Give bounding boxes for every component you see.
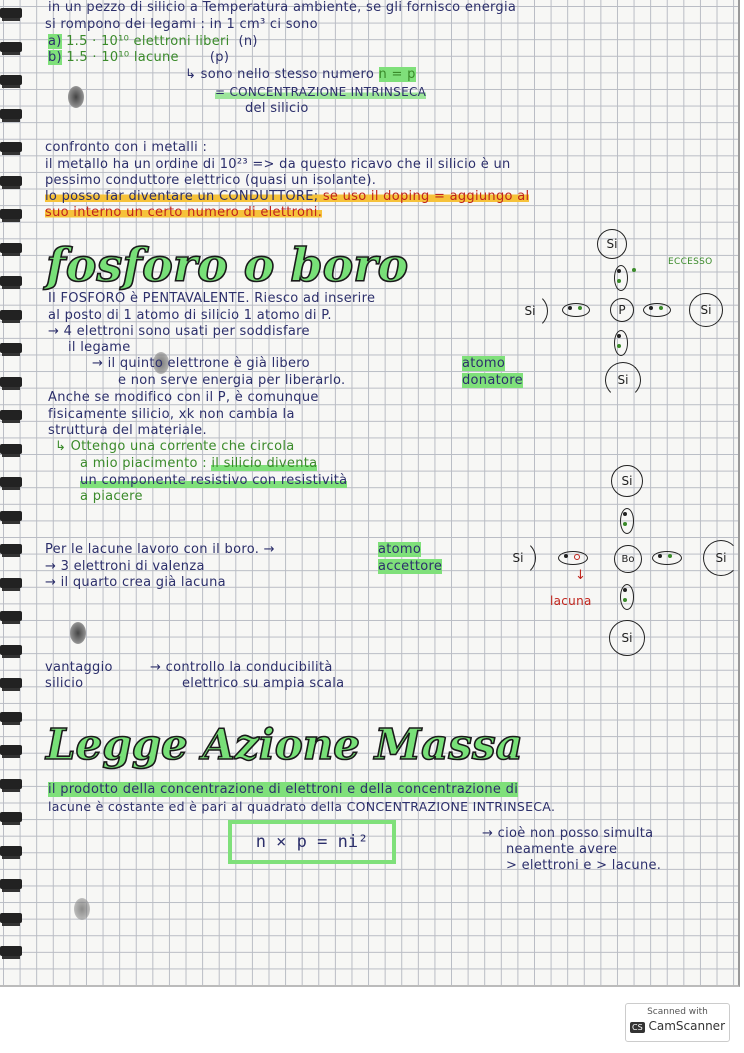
atom-si: Si bbox=[611, 465, 643, 497]
electron-dot bbox=[564, 554, 568, 558]
spiral-ring bbox=[0, 8, 22, 18]
spiral-ring bbox=[0, 544, 22, 554]
note-line: un componente resistivo con resistività bbox=[80, 473, 348, 488]
punch-hole bbox=[68, 86, 84, 108]
spiral-ring bbox=[0, 142, 22, 152]
note-line: al posto di 1 atomo di silicio 1 atomo di P. bbox=[48, 308, 332, 323]
electron-dot bbox=[668, 554, 672, 558]
item-symbol: (n) bbox=[238, 34, 258, 49]
electron-dot bbox=[659, 306, 663, 310]
note-line: suo interno un certo numero di elettroni. bbox=[45, 205, 323, 220]
electron-pair bbox=[652, 551, 682, 565]
electron-pair bbox=[620, 508, 634, 534]
note-line: in un pezzo di silicio a Temperatura ambiente, se gli fornisco energia bbox=[48, 0, 517, 15]
electron-pair bbox=[614, 330, 628, 356]
note-line: silicio bbox=[45, 676, 84, 691]
atom-si: Si bbox=[689, 293, 723, 327]
spiral-ring bbox=[0, 444, 22, 454]
spiral-ring bbox=[0, 511, 22, 521]
spiral-ring bbox=[0, 946, 22, 956]
spiral-ring bbox=[0, 75, 22, 85]
tag-label: atomo bbox=[462, 356, 506, 371]
mass-action-formula: n × p = ni² bbox=[228, 820, 396, 864]
spiral-ring bbox=[0, 578, 22, 588]
spiral-ring bbox=[0, 477, 22, 487]
note-text: se uso il doping = aggiungo al bbox=[322, 189, 530, 204]
electron-pair bbox=[614, 265, 628, 291]
spiral-ring bbox=[0, 678, 22, 688]
badge-brand bbox=[626, 1019, 729, 1033]
electron-pair bbox=[643, 303, 671, 317]
note-line: → 3 elettroni di valenza bbox=[45, 559, 205, 574]
electron-pair bbox=[562, 303, 590, 317]
spiral-ring bbox=[0, 913, 22, 923]
note-line: del silicio bbox=[245, 101, 309, 116]
note-line: fisicamente silicio, xk non cambia la bbox=[48, 407, 295, 422]
atom-si: Si bbox=[703, 540, 739, 576]
electron-dot bbox=[574, 554, 580, 560]
note-line: > elettroni e > lacune. bbox=[506, 858, 662, 873]
item-label: b) bbox=[48, 50, 62, 65]
note-line: pessimo conduttore elettrico (quasi un isolante). bbox=[45, 173, 377, 188]
note-line bbox=[80, 456, 317, 471]
arrow-down-icon: ↓ bbox=[575, 568, 587, 583]
note-text: a mio piacimento : bbox=[80, 456, 207, 471]
note-line: neamente avere bbox=[506, 842, 618, 857]
item-text: 1.5 · 10¹⁰ lacune bbox=[66, 50, 179, 65]
equation: n = p bbox=[378, 67, 416, 82]
spiral-ring bbox=[0, 879, 22, 889]
note-line: Per le lacune lavoro con il boro. → bbox=[45, 542, 275, 557]
electron-dot bbox=[658, 554, 662, 558]
electron-dot bbox=[617, 269, 621, 273]
spiral-ring bbox=[0, 846, 22, 856]
electron-dot bbox=[568, 306, 572, 310]
electron-dot bbox=[623, 598, 627, 602]
note-line: elettrico su ampia scala bbox=[182, 676, 345, 691]
electron-dot bbox=[623, 512, 627, 516]
electron-hole-pair bbox=[558, 551, 588, 565]
spiral-ring bbox=[0, 109, 22, 119]
spiral-ring bbox=[0, 209, 22, 219]
note-line bbox=[215, 85, 426, 99]
atom-si: Si bbox=[609, 620, 645, 656]
spiral-ring bbox=[0, 176, 22, 186]
note-line: → il quarto crea già lacuna bbox=[45, 575, 226, 590]
spiral-ring bbox=[0, 310, 22, 320]
excess-label: ECCESSO bbox=[668, 257, 713, 267]
spiral-ring bbox=[0, 779, 22, 789]
electron-dot bbox=[623, 588, 627, 592]
electron-dot bbox=[617, 334, 621, 338]
note-line: → il quinto elettrone è già libero bbox=[92, 356, 310, 371]
spiral-ring bbox=[0, 42, 22, 52]
note-line bbox=[185, 67, 416, 82]
spiral-ring bbox=[0, 377, 22, 387]
note-line: Il FOSFORO è PENTAVALENTE. Riesco ad inserire bbox=[48, 291, 376, 306]
spiral-ring bbox=[0, 611, 22, 621]
atom-si: Si bbox=[605, 362, 641, 398]
electron-dot bbox=[649, 306, 653, 310]
item-label: a) bbox=[48, 34, 62, 49]
spiral-ring bbox=[0, 276, 22, 286]
badge-caption: Scanned with bbox=[647, 1007, 708, 1017]
electron-pair bbox=[620, 584, 634, 610]
spiral-ring bbox=[0, 243, 22, 253]
note-line: confronto con i metalli : bbox=[45, 140, 208, 155]
atom-bo: Bo bbox=[614, 545, 642, 573]
note-text: lo posso far diventare un CONDUTTORE; bbox=[45, 189, 319, 204]
note-line: vantaggio bbox=[45, 660, 113, 675]
camscanner-logo-icon: CS bbox=[631, 1023, 643, 1032]
electron-dot bbox=[623, 522, 627, 526]
note-text: = CONCENTRAZIONE INTRINSECA bbox=[215, 85, 427, 99]
note-line: Anche se modifico con il P, è comunque bbox=[48, 390, 319, 405]
note-line: il metallo ha un ordine di 10²³ => da questo ricavo che il silicio è un bbox=[45, 157, 511, 172]
item-text: 1.5 · 10¹⁰ elettroni liberi bbox=[66, 34, 230, 49]
note-line: il prodotto della concentrazione di elettroni e della concentrazione di bbox=[48, 782, 519, 797]
spiral-ring bbox=[0, 343, 22, 353]
note-line: ↳ Ottengo una corrente che circola bbox=[55, 439, 295, 454]
note-line: e non serve energia per liberarlo. bbox=[118, 373, 346, 388]
item-b bbox=[48, 50, 229, 65]
note-line: → controllo la conducibilità bbox=[150, 660, 333, 675]
note-line: lacune è costante ed è pari al quadrato della CONCENTRAZIONE INTRINSECA. bbox=[48, 799, 556, 814]
note-line: si rompono dei legami : in 1 cm³ ci sono bbox=[45, 17, 318, 32]
note-text: ↳ sono nello stesso numero bbox=[185, 67, 375, 82]
punch-hole bbox=[74, 898, 90, 920]
electron-dot bbox=[617, 279, 621, 283]
camscanner-badge bbox=[625, 1003, 730, 1042]
tag-label: atomo bbox=[378, 542, 422, 557]
spiral-ring bbox=[0, 712, 22, 722]
item-a bbox=[48, 34, 258, 49]
hole-label: lacuna bbox=[550, 594, 592, 608]
atom-si: Si bbox=[512, 293, 548, 329]
atom-p: P bbox=[610, 298, 634, 322]
spiral-ring bbox=[0, 410, 22, 420]
atom-si: Si bbox=[597, 229, 627, 259]
note-line: → cioè non posso simulta bbox=[482, 826, 654, 841]
tag-label: donatore bbox=[462, 373, 523, 388]
note-line bbox=[45, 189, 529, 204]
note-line: → 4 elettroni sono usati per soddisfare bbox=[48, 324, 310, 339]
tag-label: accettore bbox=[378, 559, 443, 574]
section-title: Legge Azione Massa bbox=[46, 720, 523, 769]
note-line: struttura del materiale. bbox=[48, 423, 207, 438]
brand-name: CamScanner bbox=[648, 1019, 726, 1033]
note-text: il silicio diventa bbox=[211, 456, 318, 471]
item-symbol: (p) bbox=[209, 50, 230, 65]
spiral-ring bbox=[0, 812, 22, 822]
electron-dot bbox=[617, 344, 621, 348]
excess-electron bbox=[632, 268, 636, 272]
note-line: il legame bbox=[68, 340, 131, 355]
section-title: fosforo o boro bbox=[46, 238, 409, 292]
spiral-ring bbox=[0, 745, 22, 755]
electron-dot bbox=[578, 306, 582, 310]
punch-hole bbox=[70, 622, 86, 644]
spiral-ring bbox=[0, 645, 22, 655]
atom-si: Si bbox=[500, 540, 536, 576]
note-line: a piacere bbox=[80, 489, 143, 504]
